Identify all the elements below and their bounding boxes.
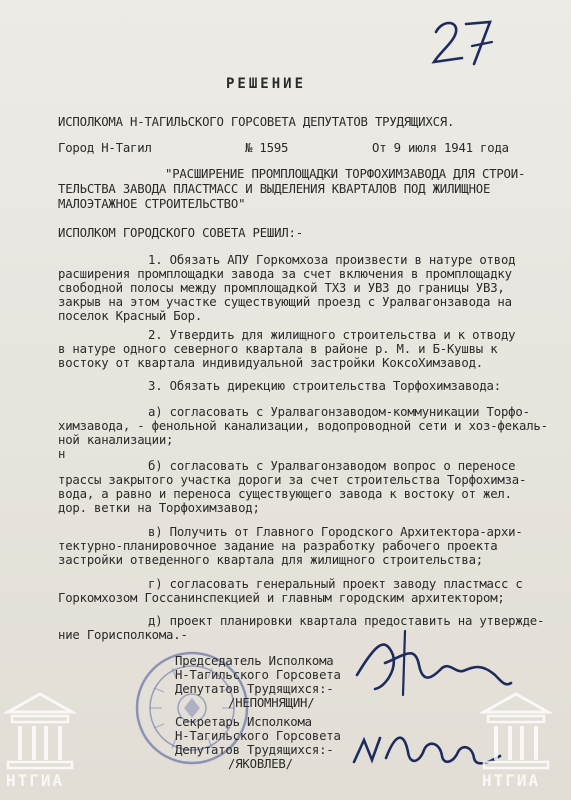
resolves-heading: ИСПОЛКОМ ГОРОДСКОГО СОВЕТА РЕШИЛ:- [58,226,303,240]
signatory-line: Депутатов Трудящихся:- [175,682,334,696]
text-line: поселок Красный Бор. [58,309,203,323]
handwritten-page-number [428,12,508,72]
text-line: в) Получить от Главного Городского Архитектора-архи- [148,525,523,539]
archive-watermark-left [4,690,76,794]
signatory-line: Н-Тагильского Горсовета [175,668,341,682]
signatory-line: Н-Тагильского Горсовета [175,729,341,743]
archive-mark-text: НТГИА [6,771,65,790]
signatory-line: Депутатов Трудящихся:- [175,743,334,757]
archive-building-icon [4,690,76,770]
text-line: застройки отведенного квартала для жилищного строительства; [58,553,483,567]
subject-line: МАЛОЭТАЖНОЕ СТРОИТЕЛЬСТВО" [58,197,246,211]
text-line: д) проект планировки квартала предоставить на утвержде- [148,614,545,628]
archive-mark-text: НТГИА [482,771,541,790]
text-line: тектурно-планировочное задание на разработку рабочего проекта [58,539,498,553]
text-line: г) согласовать генеральный проект заводу пластмасс с [148,577,523,591]
subject-line: "РАСШИРЕНИЕ ПРОМПЛОЩАДКИ ТОРФОХИМЗАВОДА ДЛЯ СТРОИ- [165,167,526,181]
text-line: в натуре одного северного квартала в районе р. М. и Б-Кушвы к [58,342,498,356]
text-line: химзавода, - фенольной канализации, водопроводной сети и хоз-фекаль- [58,419,548,433]
paragraph-3: 3. Обязать дирекцию строительства Торфохимзавода: [148,379,501,393]
text-line: 1. Обязать АПУ Горкомхоза произвести в натуре отвод [148,253,516,267]
text-line: свободной полосы между промплощадкой ТХЗ и УВЗ до границы УВЗ, [58,281,505,295]
issuer-line: ИСПОЛКОМА Н-ТАГИЛЬСКОГО ГОРСОВЕТА ДЕПУТАТОВ ТРУДЯЩИХСЯ. [58,115,455,129]
text-line: расширения промплощадки завода за счет включения в промплощадку [58,267,512,281]
signatory-line: Секретарь Исполкома [175,715,312,729]
text-line: ние Горисполкома.- [58,628,188,642]
decision-date: От 9 июля 1941 года [372,141,509,155]
text-line: н [58,447,66,461]
subject-line: ТЕЛЬСТВА ЗАВОДА ПЛАСТМАСС И ВЫДЕЛЕНИЯ КВАРТАЛОВ ПОД ЖИЛИЩНОЕ [58,182,491,196]
decision-number: № 1595 [245,141,289,155]
text-line: 2. Утвердить для жилищного строительства и к отводу [148,328,516,342]
signatory-name: /НЕПОМНЯЩИН/ [228,696,315,710]
text-line: вода, а равно и переноса существующего завода к востоку от жел. [58,487,512,501]
city: Город Н-Тагил [58,141,152,155]
text-line: б) согласовать с Уралвагонзаводом вопрос о переносе [148,459,516,473]
text-line: трассы закрытого участка дороги за счет строительства Торфохимза- [58,473,527,487]
document-title: РЕШЕНИЕ [226,76,307,92]
archive-watermark-right [480,690,552,794]
text-line: востоку от квартала индивидуальной застройки КоксоХимзавод. [58,356,483,370]
text-line: а) согласовать с Уралвагонзаводом-коммуникации Торфо- [148,405,530,419]
text-line: закрыв на этом участке существующий проезд с Уралвагонзавода на [58,295,512,309]
text-line: Горкомхозом Госсанинспекцией и главным городским архитектором; [58,591,505,605]
archive-building-icon [480,690,552,770]
signatory-line: Председатель Исполкома [175,654,334,668]
signatory-name: /ЯКОВЛЕВ/ [228,757,293,771]
text-line: дор. ветки на Торфохимзавод; [58,501,260,515]
text-line: ной канализации; [58,433,174,447]
